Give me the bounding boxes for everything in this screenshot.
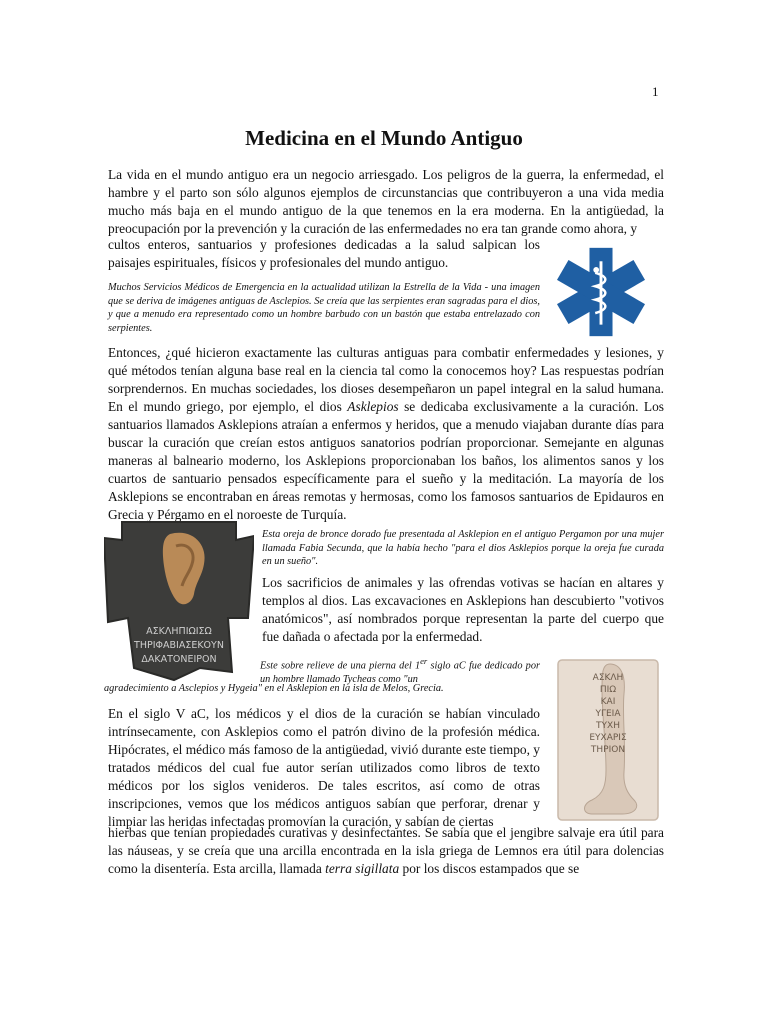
asklepios-italic: Asklepios bbox=[347, 399, 399, 414]
star-caption: Muchos Servicios Médicos de Emergencia en la actualidad utilizan la Estrella de la Vida - una imagen que se deriva de imágenes antiguas de Asclepios. Se creía que las serpientes eran sagradas para el dios, y que a menudo era representado como un hombre barbudo con un bastón que estaba entrelazado con serpientes. bbox=[108, 282, 540, 334]
leg-plaque-line6: ΕΥΧΑΡΙΣ bbox=[589, 733, 627, 743]
para4-text-after: por los discos estampados que se bbox=[399, 861, 580, 876]
para2-text-before: Entonces, ¿qué hicieron exactamente las culturas antiguas para combatir enfermedades y lesiones, y qué métodos tenían alguna base real en la ciencia tal como la conocemos hoy? Las respuestas podrían sorprendernos. En muchas sociedades, los dioses desempeñaron un papel integral en la salud humana. En el mundo griego, por ejemplo, el dios bbox=[108, 345, 664, 414]
leg-plaque-line5: ΤΥΧΗ bbox=[596, 721, 620, 731]
leg-caption-line2: agradecimiento a Asclepios y Hygeia" en el Asklepion en la isla de Melos, Grecia. bbox=[104, 683, 444, 694]
ear-caption: Esta oreja de bronce dorado fue presentada al Asklepion en el antiguo Pergamon por una mujer llamada Fabia Secunda, que la había hecho "para el dios Asklepios porque la oreja fue curada en un sueño". bbox=[262, 529, 664, 567]
ear-plaque-line3: ΔΑΚΑΤΟΝΕΙΡΟΝ bbox=[141, 654, 217, 665]
bronze-ear-votive-image bbox=[104, 518, 254, 682]
body-paragraph-4-part2 bbox=[108, 824, 664, 878]
para2-text-after: se dedicaba exclusivamente a la curación. Los santuarios llamados Asklepions atraían a enfermos y heridos, que a menudo viajaban durante días para buscar la curación que creían estos antiguos sanatorios podrían proporcionar. Semejante en algunas maneras al balneario moderno, los Asklepions proporcionaban los baños, los alimentos sanos y los cuartos de santuario pensados específicamente para el sueño y la meditación. La mayoría de los Asklepions se encontraban en áreas remotas y hermosas, como los famosos santuarios de Epidauros en Grecia y Pérgamo en el noroeste de Turquía. bbox=[108, 399, 665, 522]
body-paragraph-4-part1: En el siglo V aC, los médicos y el dios de la curación se habían vinculado intrínsecamente, con Asklepios como el patrón divino de la profesión médica. Hipócrates, el médico más famoso de la antigüedad, vivió durante este tiempo, y tratados médicos del cual fue autor serían utilizados como libros de texto médicos por los siglos venideros. De tales escritos, así como de otras inscripciones, vemos que los médicos antiguos sabían que perforar, drenar y limpiar las heridas infectadas promovían la curación, y sabían de ciertas bbox=[108, 706, 540, 829]
leg-caption-before: Este sobre relieve de una pierna del 1 bbox=[260, 660, 421, 672]
leg-plaque-line1: ΑΣΚΛΗ bbox=[592, 673, 624, 683]
ear-plaque-line2: ΤΗΡΙΦΑΒΙΑΣΕΚΟΥΝ bbox=[134, 640, 224, 651]
leg-plaque-line3: ΚΑΙ bbox=[600, 697, 616, 707]
star-of-life-image bbox=[552, 244, 650, 340]
leg-caption-superscript: er bbox=[420, 656, 428, 666]
body-paragraph-3: Los sacrificios de animales y las ofrendas votivas se hacían en altares y templos al dios. Las excavaciones en Asklepions han descubierto "votivos anatómicos", así nombrados porque representan la parte del cuerpo que fue dañada o afectada por la enfermedad. bbox=[262, 575, 664, 644]
page-title: Medicina en el Mundo Antiguo bbox=[245, 126, 523, 150]
page-number: 1 bbox=[652, 84, 659, 99]
leg-plaque-line2: ΠΙΩ bbox=[599, 685, 617, 695]
body-paragraph-2 bbox=[108, 344, 664, 524]
leg-caption-after: siglo aC fue dedicado por un hombre llamado Tycheas como "un bbox=[260, 660, 540, 685]
intro-paragraph-part2: cultos enteros, santuarios y profesiones dedicadas a la salud salpican los paisajes espirituales, físicos y profesionales del mundo antiguo. bbox=[108, 237, 540, 270]
ear-plaque-line1: ΑΣΚΛΗΠΙΩΙΣΩ bbox=[146, 626, 212, 637]
terra-sigillata-italic: terra sigillata bbox=[325, 861, 400, 876]
para4-text-before: hierbas que tenían propiedades curativas y desinfectantes. Se sabía que el jengibre salvaje era útil para las náuseas, y se creía que una arcilla encontrada en la isla griega de Lemnos era útil para dolencias como la disentería. Esta arcilla, llamada bbox=[108, 825, 664, 876]
leg-plaque-line7: ΤΗΡΙΟΝ bbox=[590, 745, 626, 755]
leg-plaque-line4: ΥΓΕΙΑ bbox=[595, 709, 621, 719]
marble-leg-relief-image bbox=[552, 654, 664, 826]
intro-paragraph-part1: La vida en el mundo antiguo era un negocio arriesgado. Los peligros de la guerra, la enfermedad, el hambre y el parto son sólo algunos ejemplos de circunstancias que contribuyeron a una vida media mucho más baja en el mundo antiguo de la que tenemos en la era moderna. En la antigüedad, la preocupación por la prevención y la curación de las enfermedades no era tan grande como ahora, y bbox=[108, 167, 664, 236]
